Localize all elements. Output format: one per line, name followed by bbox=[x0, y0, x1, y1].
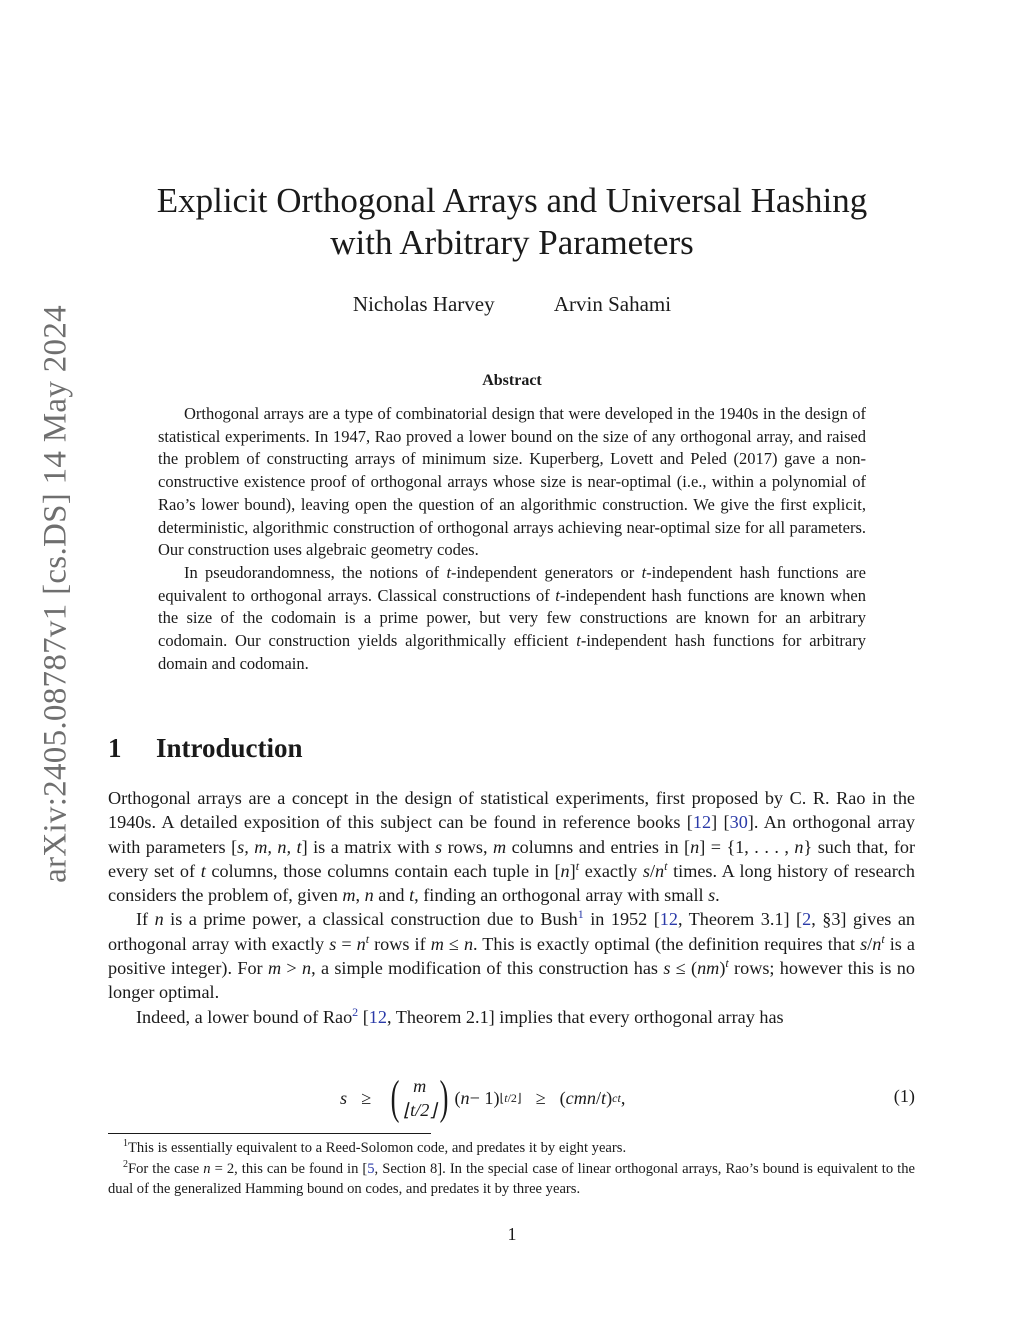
citation-link[interactable]: 30 bbox=[729, 812, 748, 833]
abstract-body bbox=[158, 403, 866, 675]
footnote-marker[interactable]: 1 bbox=[577, 907, 584, 922]
paper-title bbox=[110, 180, 914, 264]
intro-paragraph-3: Indeed, a lower bound of Rao$^2$ [12, Theorem 2.1] implies that every orthogonal array has bbox=[136, 1004, 784, 1027]
arxiv-stamp: arXiv:2405.08787v1 [cs.DS] 14 May 2024 bbox=[37, 305, 74, 883]
section-title: Introduction bbox=[156, 733, 303, 763]
binomial-coefficient: ( m ⌊t/2⌋ ) bbox=[390, 1071, 449, 1124]
citation-link[interactable]: 12 bbox=[368, 1006, 387, 1027]
citation-link[interactable]: 12 bbox=[692, 812, 712, 833]
footnote-1: $^1$This is essentially equivalent to a Reed-Solomon code, and predates it by eight years. bbox=[123, 1138, 627, 1156]
abstract-paragraph-1: Orthogonal arrays are a type of combinatorial design that were developed in the 1940s in the design of statistical experiments. In 1947, Rao proved a lower bound on the size of any orthogonal array, and raised the problem of constructing arrays of minimum size. Kuperberg, Lovett and Peled (2017) gave a non-constructive existence proof of orthogonal arrays whose size is near-optimal (i.e., within a polynomial of Rao’s lower bound), leaving open the question of an algorithmic construction. We give the first explicit, deterministic, algorithmic construction of orthogonal arrays achieving near-optimal size for all parameters. Our construction uses algebraic geometry codes. bbox=[158, 404, 866, 560]
equation-body: s ≥ ( m ⌊t/2⌋ ) ( n − 1) ⌊t/2⌋ ≥ ( cmn / t ) ct , bbox=[340, 1071, 626, 1124]
abstract-heading: Abstract bbox=[482, 372, 542, 389]
introduction-body bbox=[108, 786, 915, 1029]
abstract-paragraph-2: In pseudorandomness, the notions of t-independent generators or t-independent hash functions are equivalent to orthogonal arrays. Classical constructions of t-independent hash functions are known when the size of the codomain is a prime power, but very few constructions are known for an arbitrary codomain. Our construction yields algorithmically efficient t-independent hash functions for arbitrary domain and codomain. bbox=[158, 562, 866, 673]
equation-number: (1) bbox=[893, 1086, 915, 1106]
section-number: 1 bbox=[108, 733, 122, 763]
author-name: Nicholas Harvey bbox=[352, 292, 495, 316]
author-list bbox=[110, 292, 914, 317]
title-line-1: Explicit Orthogonal Arrays and Universal Hashing bbox=[156, 181, 868, 220]
page-number: 1 bbox=[507, 1224, 517, 1244]
equation-1 bbox=[108, 1070, 915, 1126]
footnotes bbox=[108, 1138, 915, 1200]
intro-paragraph-2: If n is a prime power, a classical construction due to Bush$^1$ in 1952 [12, Theorem 3.1] [2, §3] gives an orthogonal array with exactly $s = n^t$ rows if m ≤ n. This is exactly optimal (the definition requires that $s/n^t$ is a positive integer). For m > n, a simple modification of this construction has s ≤ (nm)$^t$ rows; however this is no longer optimal. bbox=[108, 907, 915, 1003]
citation-link[interactable]: 5 bbox=[367, 1160, 375, 1177]
intro-paragraph-1: Orthogonal arrays are a concept in the design of statistical experiments, first proposed by C. R. Rao in the 1940s. A detailed exposition of this subject can be found in reference books [12] [30]. An orthogonal array with parameters [s, m, n, t] is a matrix with s rows, m columns and entries in [n] = {1, . . . , n} such that, for every set of t columns, those columns contain each tuple in $[n]^t$ exactly $s/n^t$ times. A long history of research considers the problem of, given m, n and t, finding an orthogonal array with small s. bbox=[108, 788, 916, 906]
footnote-marker[interactable]: 2 bbox=[352, 1004, 359, 1019]
author-name: Arvin Sahami bbox=[553, 292, 672, 316]
title-line-2: with Arbitrary Parameters bbox=[330, 223, 694, 262]
footnote-2: $^2$For the case n = 2, this can be found in [5, Section 8]. In the special case of linear orthogonal arrays, Rao’s bound is equivalent to the dual of the generalized Hamming bound on codes, and predates it by three years. bbox=[108, 1158, 915, 1197]
footnote-divider bbox=[108, 1133, 431, 1134]
citation-link[interactable]: 2 bbox=[802, 909, 812, 930]
section-heading bbox=[108, 733, 303, 764]
citation-link[interactable]: 12 bbox=[659, 909, 678, 930]
